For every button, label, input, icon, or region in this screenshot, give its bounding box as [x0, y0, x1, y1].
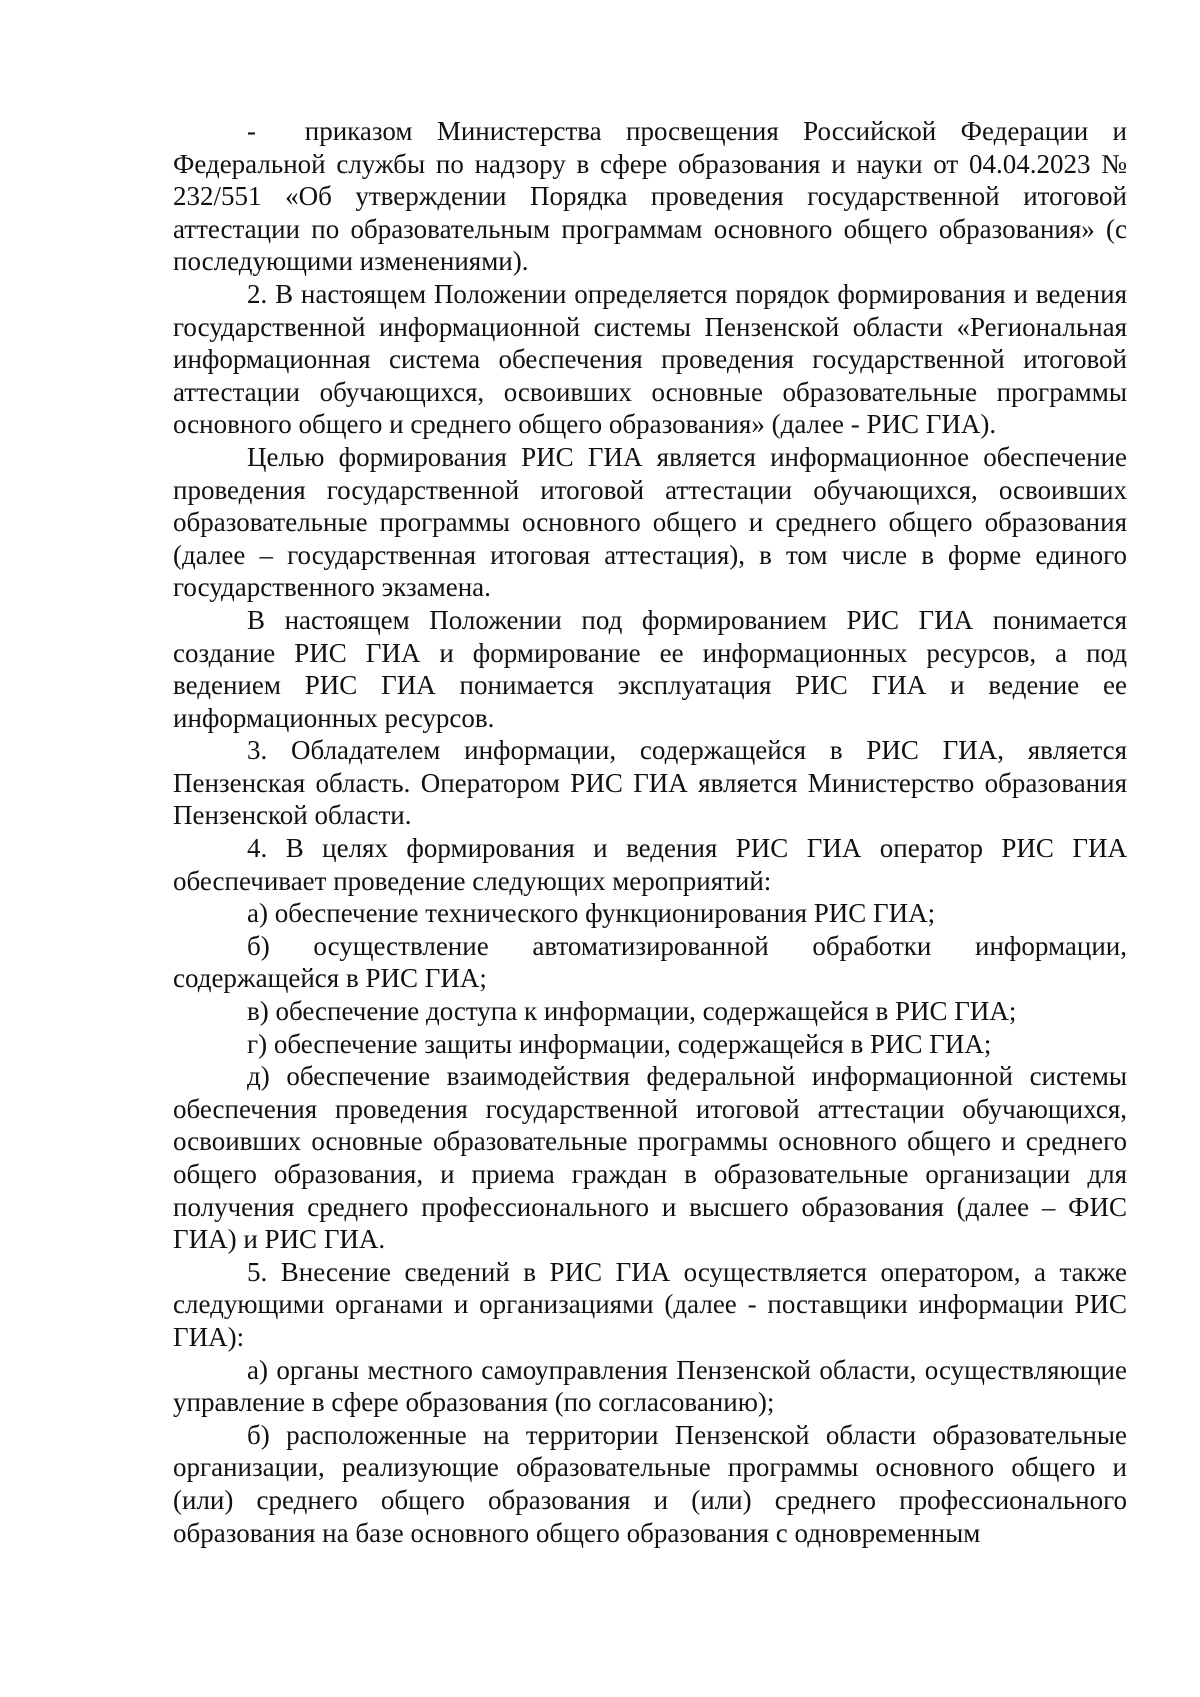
list-item-4a: а) обеспечение технического функционирования РИС ГИА;: [247, 898, 936, 929]
paragraph-5: 5. Внесение сведений в РИС ГИА осуществляется оператором, а также следующими органами и организациями (далее - поставщики информации РИС ГИА):: [173, 1256, 1127, 1352]
paragraph-4: 4. В целях формирования и ведения РИС ГИА оператор РИС ГИА обеспечивает проведение следующих мероприятий:: [173, 833, 1127, 896]
paragraph-order-reference: - приказом Министерства просвещения Российской Федерации и Федеральной службы по надзору в сфере образования и науки от 04.04.2023 № 232/551 «Об утверждении Порядка проведения государственной итоговой аттестации по образовательным программам основного общего образования» (с последующими изменениями).: [173, 116, 1127, 277]
list-item-4b: б) осуществление автоматизированной обработки информации, содержащейся в РИС ГИА;: [173, 930, 1127, 994]
list-item-4v: в) обеспечение доступа к информации, содержащейся в РИС ГИА;: [247, 996, 1017, 1027]
paragraph-goal: Целью формирования РИС ГИА является информационное обеспечение проведения государственной итоговой аттестации обучающихся, освоивших образовательные программы основного общего и среднего общего образования (далее – государственная итоговая аттестация), в том числе в форме единого государственного экзамена.: [173, 441, 1127, 603]
list-item-4g: г) обеспечение защиты информации, содержащейся в РИС ГИА;: [247, 1028, 992, 1059]
paragraph-2: 2. В настоящем Положении определяется порядок формирования и ведения государственной информационной системы Пензенской области «Региональная информационная система обеспечения проведения государственной итоговой аттестации обучающихся, освоивших основные образовательные программы основного общего и среднего общего образования» (далее - РИС ГИА).: [173, 278, 1127, 440]
list-item-5a: а) органы местного самоуправления Пензенской области, осуществляющие управление в сфере образования (по согласованию);: [173, 1354, 1127, 1418]
list-item-5b: б) расположенные на территории Пензенской области образовательные организации, реализующие образовательные программы основного общего и (или) среднего общего образования и (или) среднего профессионального образования на базе основного общего образования с одновременным: [173, 1419, 1127, 1548]
paragraph-definition: В настоящем Положении под формированием РИС ГИА понимается создание РИС ГИА и формирование ее информационных ресурсов, а под ведением РИС ГИА понимается эксплуатация РИС ГИА и ведение ее информационных ресурсов.: [173, 604, 1127, 733]
document-page: [173, 115, 1127, 1549]
list-item-4d: д) обеспечение взаимодействия федеральной информационной системы обеспечения проведения государственной итоговой аттестации обучающихся, освоивших основные образовательные программы основного общего и среднего общего образования, и приема граждан в образовательные организации для получения среднего профессионального и высшего образования (далее – ФИС ГИА) и РИС ГИА.: [173, 1061, 1127, 1255]
paragraph-3: 3. Обладателем информации, содержащейся в РИС ГИА, является Пензенская область. Оператором РИС ГИА является Министерство образования Пензенской области.: [173, 735, 1127, 831]
